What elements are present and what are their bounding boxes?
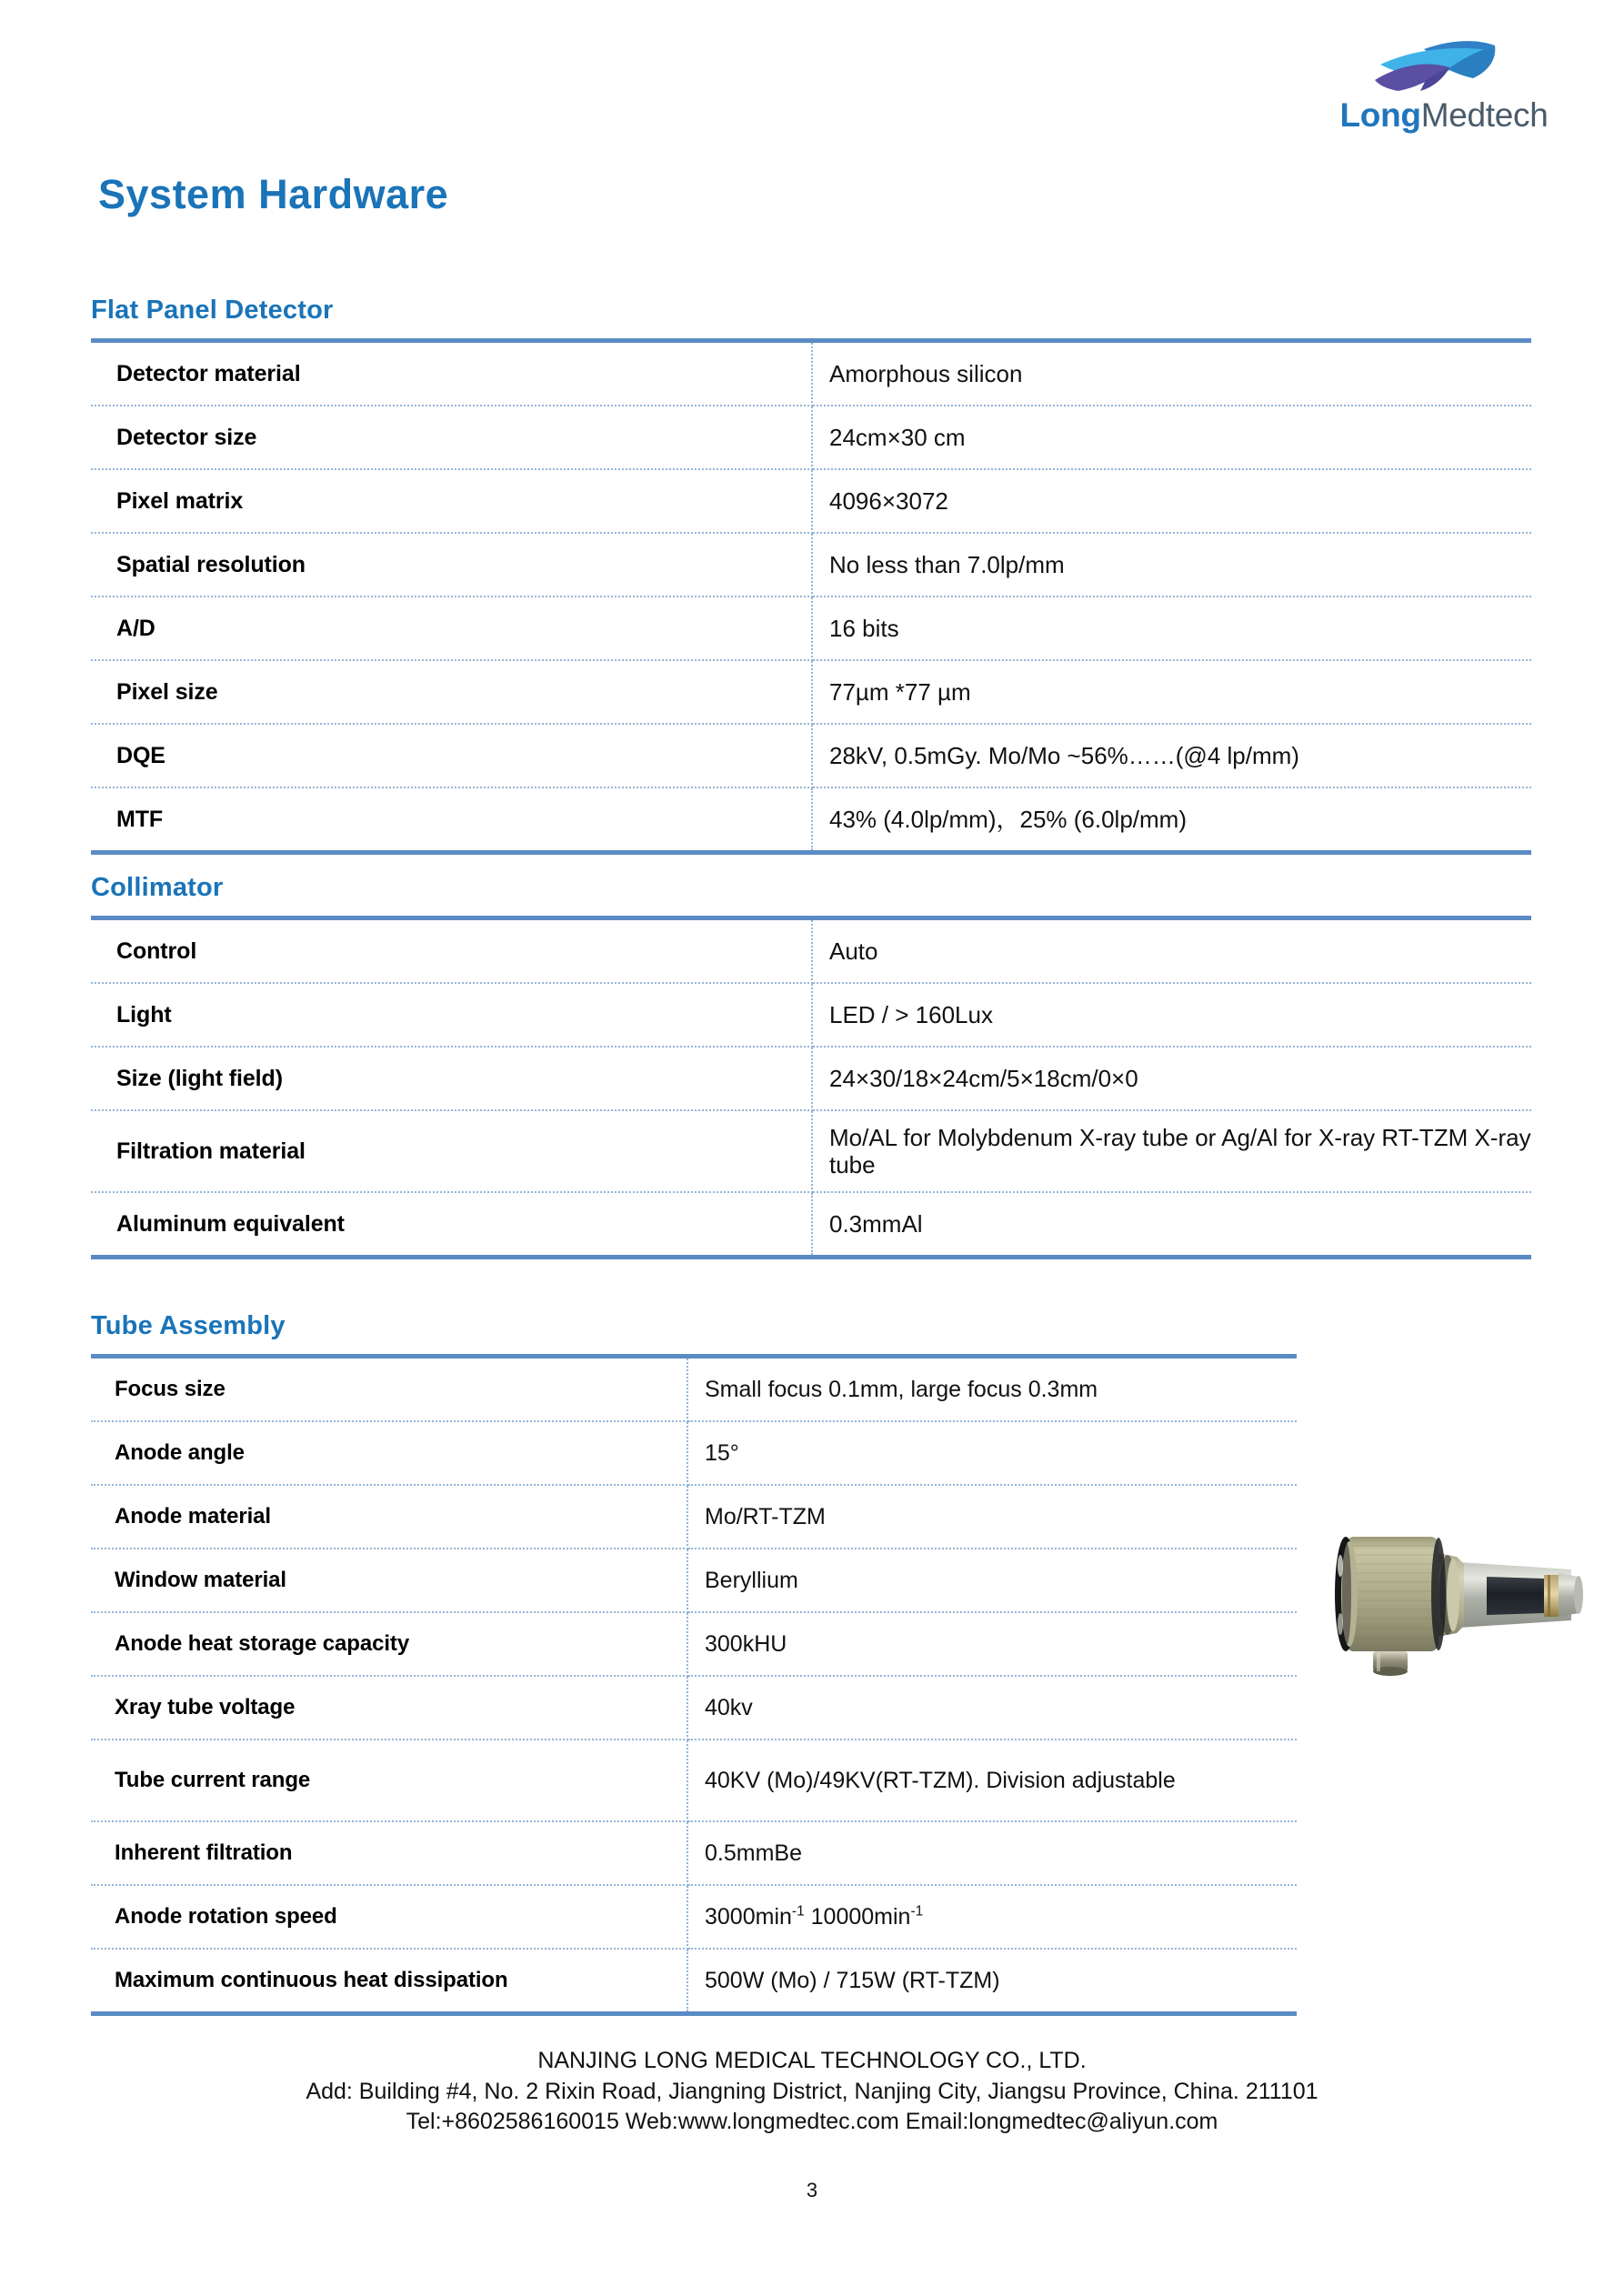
footer-address: Add: Building #4, No. 2 Rixin Road, Jiangning District, Nanjing City, Jiangsu Province, China. 211101 [306,2078,1318,2104]
spec-key: Window material [91,1549,687,1612]
spec-value: 43% (4.0lp/mm)，25% (6.0lp/mm) [829,805,1187,833]
spec-key: Inherent filtration [91,1821,687,1885]
table-row [91,1549,1297,1612]
spec-key: Tube current range [91,1740,687,1821]
table-row [91,1110,1531,1192]
rotation-speed-2: 10000min [804,1903,911,1930]
table-row [91,597,1531,660]
spec-value: Amorphous silicon [812,341,1531,406]
spec-key: Detector material [91,341,812,406]
spec-key: Pixel matrix [91,469,812,533]
section-heading-flat-panel-detector: Flat Panel Detector [91,296,334,325]
footer-company: NANJING LONG MEDICAL TECHNOLOGY CO., LTD. [537,2048,1087,2073]
footer-contact: Tel:+8602586160015 Web:www.longmedtec.com Email:longmedtec@aliyun.com [406,2109,1218,2134]
spec-value: 40kv [687,1676,1297,1740]
spec-value: 16 bits [812,597,1531,660]
spec-table-flat-panel-detector [91,338,1531,855]
spec-value: Beryllium [687,1549,1297,1612]
spec-value: 28kV, 0.5mGy. Mo/Mo ~56%……(@4 lp/mm) [812,724,1531,787]
spec-value: 0.3mmAl [829,1209,923,1238]
spec-value: 500W (Mo) / 715W (RT-TZM) [705,1967,1000,1993]
spec-value: 40KV (Mo)/49KV(RT-TZM). Division adjustable [687,1740,1297,1821]
brand-wordmark [1289,96,1599,135]
spec-key: Pixel size [91,660,812,724]
table-row [91,1821,1297,1885]
table-row [91,918,1531,984]
footer [0,2046,1624,2138]
spec-key: Size (light field) [91,1047,812,1110]
longmedtech-wave-logo-icon [1353,35,1535,100]
spec-table-tube-assembly [91,1354,1297,2016]
table-row [91,1421,1297,1485]
table-row [91,1676,1297,1740]
table-row [91,1357,1297,1422]
spec-value: Small focus 0.1mm, large focus 0.3mm [687,1357,1297,1422]
spec-value: No less than 7.0lp/mm [812,533,1531,597]
table-row [91,983,1531,1047]
spec-key: Maximum continuous heat dissipation [91,1949,687,2014]
table-row [91,660,1531,724]
table-row [91,1740,1297,1821]
page-number: 3 [806,2179,818,2201]
spec-value: 15° [687,1421,1297,1485]
spec-value: 4096×3072 [812,469,1531,533]
table-row [91,1949,1297,2014]
spec-key: Aluminum equivalent [91,1192,812,1258]
table-row [91,1485,1297,1549]
spec-key: Detector size [91,406,812,469]
spec-value: Mo/AL for Molybdenum X-ray tube or Ag/Al for X-ray RT-TZM X-ray tube [812,1110,1531,1192]
spec-key: Anode material [91,1485,687,1549]
spec-key: Anode rotation speed [91,1885,687,1949]
table-row [91,787,1531,853]
spec-key: Anode angle [91,1421,687,1485]
spec-key: Control [91,918,812,984]
xray-tube-photo-icon [1320,1509,1593,1678]
rotation-speed-exp-1: -1 [791,1903,805,1920]
spec-value: 0.5mmBe [687,1821,1297,1885]
spec-key: Anode heat storage capacity [91,1612,687,1676]
spec-key: Filtration material [91,1110,812,1192]
page-title: System Hardware [98,171,449,217]
rotation-speed-exp-2: -1 [910,1903,924,1920]
spec-value: Auto [812,918,1531,984]
spec-table-collimator [91,916,1531,1259]
spec-value: 77µm *77 µm [812,660,1531,724]
spec-key: Light [91,983,812,1047]
table-row [91,406,1531,469]
spec-value: LED / > 160Lux [812,983,1531,1047]
spec-value [687,1885,1297,1949]
table-row [91,469,1531,533]
table-row [91,1192,1531,1258]
spec-key: Xray tube voltage [91,1676,687,1740]
section-heading-collimator: Collimator [91,873,224,902]
brand-logo [1289,35,1599,135]
spec-key: DQE [91,724,812,787]
spec-key: Spatial resolution [91,533,812,597]
table-row [91,1612,1297,1676]
brand-name-part1: Long [1339,96,1421,134]
spec-value: 24cm×30 cm [812,406,1531,469]
table-row [91,341,1531,406]
spec-value: 300kHU [687,1612,1297,1676]
table-row [91,1047,1531,1110]
rotation-speed-1: 3000min [705,1903,792,1930]
section-heading-tube-assembly: Tube Assembly [91,1311,286,1340]
table-row [91,533,1531,597]
spec-key: Focus size [91,1357,687,1422]
spec-value: Mo/RT-TZM [687,1485,1297,1549]
brand-name-part2: Medtech [1420,96,1549,134]
spec-value: 24×30/18×24cm/5×18cm/0×0 [812,1047,1531,1110]
spec-key: A/D [91,597,812,660]
table-row [91,724,1531,787]
table-row [91,1885,1297,1949]
spec-key: MTF [91,787,812,853]
